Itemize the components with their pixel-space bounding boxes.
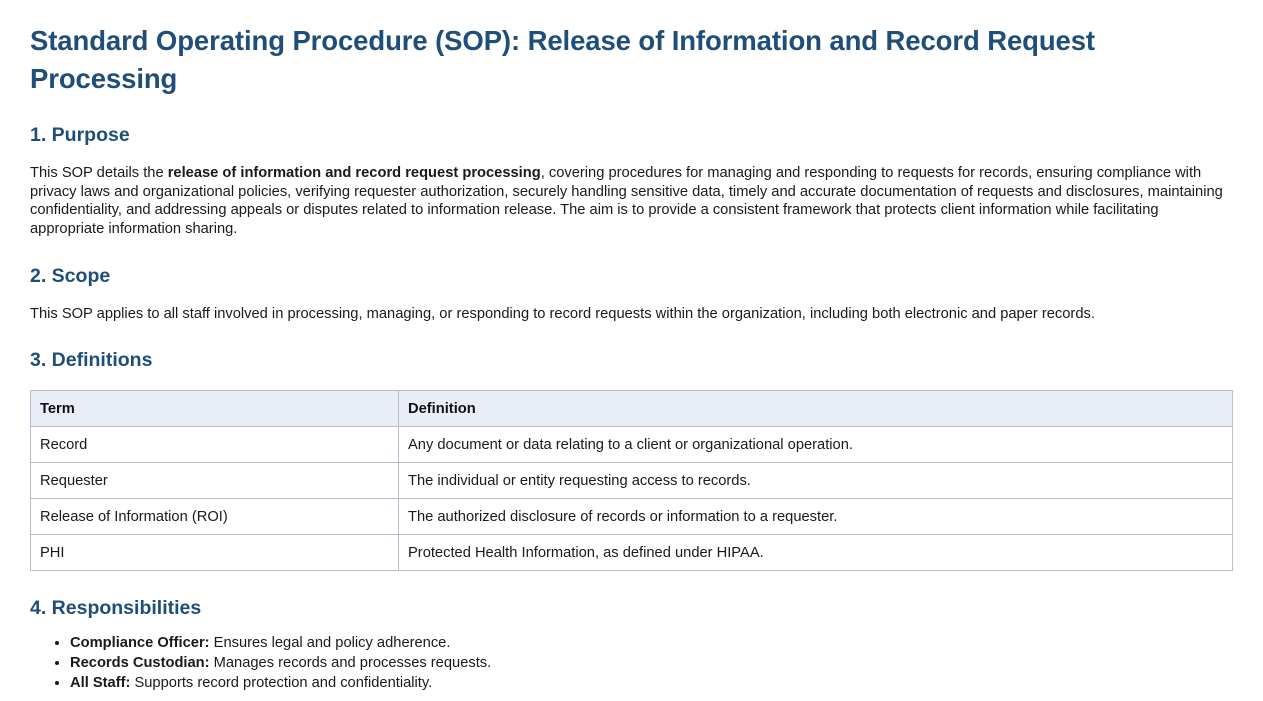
- list-item: [70, 654, 1233, 673]
- section-heading-scope: 2. Scope: [30, 264, 111, 287]
- list-item: [70, 634, 1233, 653]
- scope-paragraph: This SOP applies to all staff involved in processing, managing, or responding to record requests within the organization, including both electronic and paper records.: [30, 305, 1095, 322]
- column-header-term: Term: [31, 391, 399, 427]
- responsibility-role: Compliance Officer:: [70, 635, 210, 652]
- section-heading-purpose: 1. Purpose: [30, 123, 130, 146]
- purpose-bold-phrase: release of information and record request processing: [167, 164, 541, 181]
- responsibility-detail: Ensures legal and policy adherence.: [209, 635, 451, 652]
- cell-definition: Any document or data relating to a client or organizational operation.: [399, 427, 1233, 463]
- cell-definition: The authorized disclosure of records or information to a requester.: [399, 499, 1233, 535]
- section-heading-definitions: 3. Definitions: [30, 349, 153, 372]
- table-row: [31, 499, 1233, 535]
- cell-definition: Protected Health Information, as defined under HIPAA.: [399, 535, 1233, 571]
- cell-term: Record: [31, 427, 399, 463]
- definitions-table: [30, 390, 1233, 571]
- purpose-paragraph: [30, 164, 1233, 239]
- responsibility-role: All Staff:: [70, 674, 131, 691]
- cell-term: Requester: [31, 463, 399, 499]
- responsibility-detail: Supports record protection and confidentiality.: [130, 674, 433, 691]
- cell-term: PHI: [31, 535, 399, 571]
- cell-definition: The individual or entity requesting access to records.: [399, 463, 1233, 499]
- responsibility-detail: Manages records and processes requests.: [209, 654, 492, 671]
- responsibilities-list: [30, 634, 1233, 692]
- purpose-text-rest: , covering procedures for managing and responding to requests for records, ensuring compliance with privacy laws and organizational policies, verifying requester authorization, securely handling sensitive data, timely and accurate documentation of requests and disclosures, maintaining confidentiality, and addressing appeals or disputes related to information release. The aim is to provide a consistent framework that protects client information while facilitating appropriate information sharing.: [30, 164, 1223, 237]
- table-row: [31, 535, 1233, 571]
- page-title: Standard Operating Procedure (SOP): Release of Information and Record Request Processing: [30, 25, 1095, 94]
- list-item: [70, 674, 1233, 693]
- table-row: [31, 463, 1233, 499]
- purpose-text-lead: This SOP details the: [30, 164, 168, 181]
- column-header-definition: Definition: [399, 391, 1233, 427]
- table-header-row: [31, 391, 1233, 427]
- section-heading-responsibilities: 4. Responsibilities: [30, 597, 202, 620]
- table-row: [31, 427, 1233, 463]
- cell-term: Release of Information (ROI): [31, 499, 399, 535]
- responsibility-role: Records Custodian:: [70, 654, 210, 671]
